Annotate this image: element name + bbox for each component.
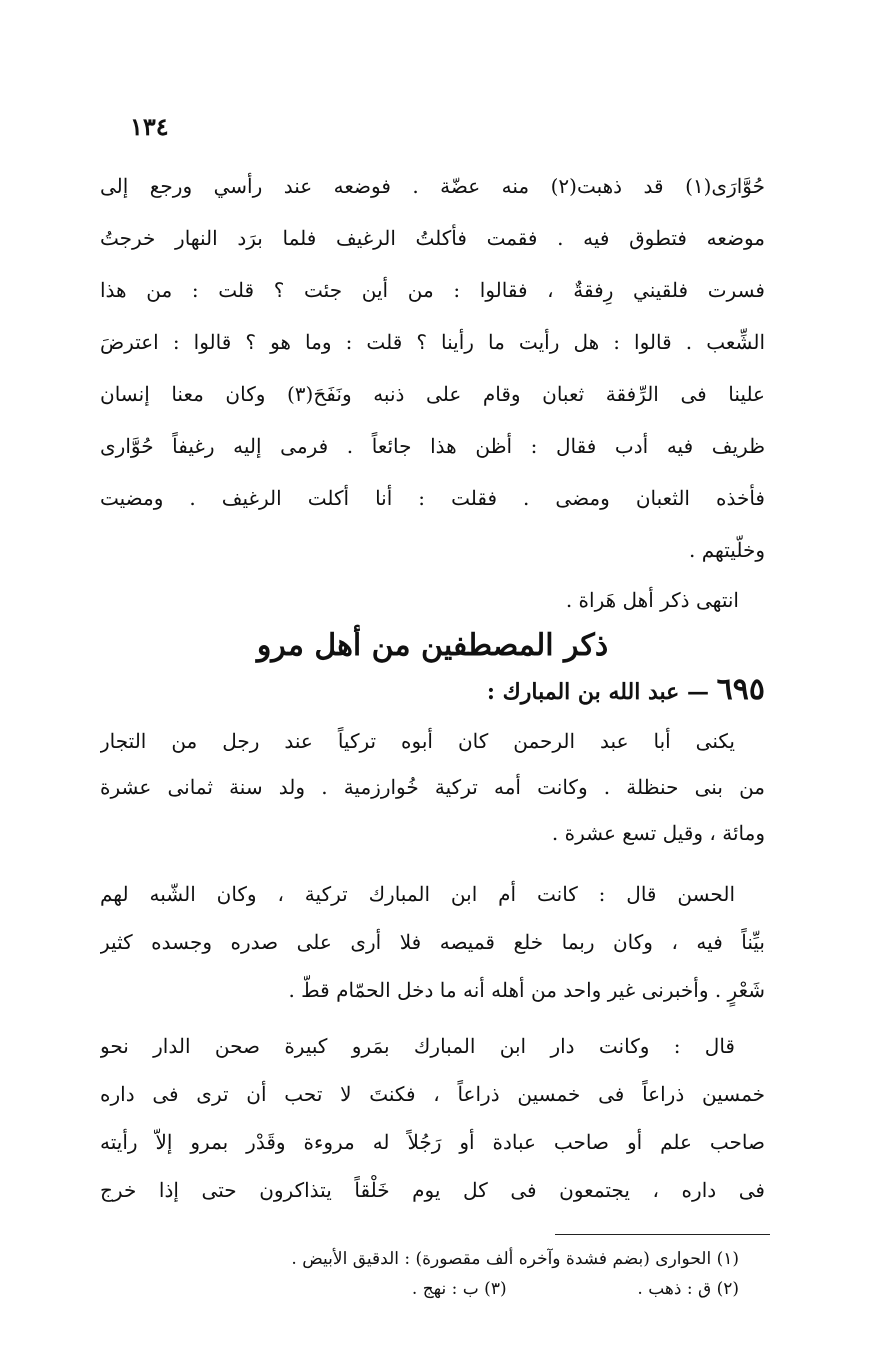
footnote-2: (٢) ق : ذهب . bbox=[637, 1279, 739, 1299]
footnote-1: (١) الحوارى (بضم فشدة وآخره ألف مقصورة) : الدقيق الأبيض . bbox=[291, 1249, 739, 1269]
paragraph-hasan-report bbox=[100, 870, 765, 1014]
footnote-row bbox=[291, 1274, 739, 1304]
text-line: فسرت فلقيني رِفقةٌ ، فقالوا : من أين جئت ؟ قلت : من هذا bbox=[100, 278, 765, 302]
text-line: ظريف فيه أدب فقال : أظن هذا جائعاً . فرمى إليه رغيفاً حُوَّارى bbox=[100, 434, 765, 458]
footnote-3: (٣) ب : نهج . bbox=[411, 1279, 507, 1299]
text-line: من بنى حنظلة . وكانت أمه تركية خُوارزمية . ولد سنة ثمانى عشرة bbox=[100, 775, 765, 799]
text-line: يكنى أبا عبد الرحمن كان أبوه تركياً عند رجل من التجار bbox=[100, 729, 735, 753]
entry-name: عبد الله بن المبارك : bbox=[486, 679, 680, 705]
text-line: ومائة ، وقيل تسع عشرة . bbox=[551, 821, 765, 845]
text-line: موضعه فتطوق فيه . فقمت فأكلتُ الرغيف فلما برَد النهار خرجتُ bbox=[100, 226, 765, 250]
section-title: ذكر المصطفين من أهل مرو bbox=[256, 628, 609, 663]
text-line: خمسين ذراعاً فى خمسين ذراعاً ، فكنتَ لا تحب أن ترى فى داره bbox=[100, 1082, 765, 1106]
footnote-divider bbox=[555, 1234, 770, 1235]
entry-dash: — bbox=[686, 679, 709, 705]
text-line: بيِّناً فيه ، وكان ربما خلع قميصه فلا أرى على صدره وجسده كثير bbox=[100, 930, 765, 954]
paragraph-house-description bbox=[100, 1022, 765, 1214]
text-line: شَعْرٍ . وأخبرنى غير واحد من أهله أنه ما دخل الحمّام قطّ . bbox=[288, 978, 765, 1002]
text-line: حُوَّارَى(١) قد ذهبت(٢) منه عضّة . فوضعه عند رأسي ورجع إلى bbox=[100, 174, 765, 198]
paragraph-biography bbox=[100, 718, 765, 856]
entry-heading bbox=[487, 672, 765, 707]
text-line: صاحب علم أو صاحب عبادة أو رَجُلاً له مروءة وقَدْر بمرو إلاّ رأيته bbox=[100, 1130, 765, 1154]
text-line: فى داره ، يجتمعون فى كل يوم خَلْقاً يتذاكرون حتى إذا خرج bbox=[100, 1178, 765, 1202]
text-line: الحسن قال : كانت أم ابن المبارك تركية ، وكان الشّبه لهم bbox=[100, 882, 735, 906]
paragraph-snake-story bbox=[100, 160, 765, 576]
text-line: وخلّيتهم . bbox=[689, 538, 765, 562]
entry-number: ٦٩٥ bbox=[716, 672, 765, 707]
page-number: ١٣٤ bbox=[130, 112, 169, 141]
text-line: فأخذه الثعبان ومضى . فقلت : أنا أكلت الرغيف . ومضيت bbox=[100, 486, 765, 510]
section-end-note: انتهى ذكر أهل هَراة . bbox=[565, 588, 739, 612]
text-line: الشِّعب . قالوا : هل رأيت ما رأينا ؟ قلت : وما هو ؟ قالوا : اعترضَ bbox=[100, 330, 765, 354]
text-line: قال : وكانت دار ابن المبارك بمَرو كبيرة صحن الدار نحو bbox=[100, 1034, 735, 1058]
text-line: علينا فى الرِّفقة ثعبان وقام على ذنبه ونَفَحَ(٣) وكان معنا إنسان bbox=[100, 382, 765, 406]
footnotes bbox=[291, 1244, 739, 1304]
